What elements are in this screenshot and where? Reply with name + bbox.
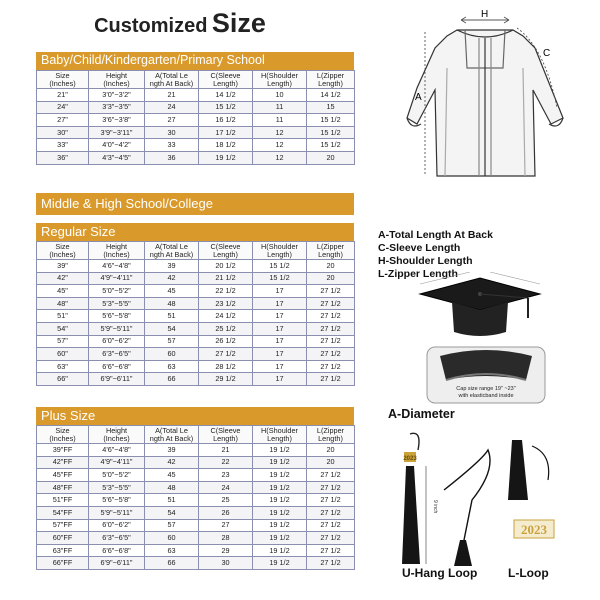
gown-label-a: A bbox=[415, 92, 422, 103]
table-cell: 27 1/2 bbox=[307, 557, 355, 570]
table-cell: 17 1/2 bbox=[199, 126, 253, 139]
table-cell: 30" bbox=[37, 126, 89, 139]
column-header: H(Shoulder Length) bbox=[253, 426, 307, 444]
table-cell: 17 bbox=[253, 360, 307, 373]
table-cell: 20 bbox=[307, 456, 355, 469]
table-row bbox=[37, 272, 355, 285]
table-cell: 66 bbox=[145, 557, 199, 570]
baby-section-heading: Baby/Child/Kindergarten/Primary School bbox=[36, 52, 354, 70]
table-cell: 48" bbox=[37, 297, 89, 310]
table-cell: 48 bbox=[145, 481, 199, 494]
table-cell: 19 1/2 bbox=[253, 456, 307, 469]
table-cell: 19 1/2 bbox=[253, 506, 307, 519]
table-cell: 22 1/2 bbox=[199, 285, 253, 298]
table-cell: 63" bbox=[37, 360, 89, 373]
table-row bbox=[37, 114, 355, 127]
column-header: A(Total Le ngth At Back) bbox=[145, 426, 199, 444]
table-cell: 17 bbox=[253, 310, 307, 323]
table-row bbox=[37, 101, 355, 114]
gown-label-h: H bbox=[481, 9, 489, 20]
table-row bbox=[37, 481, 355, 494]
table-cell: 27 1/2 bbox=[307, 335, 355, 348]
table-cell: 15 1/2 bbox=[307, 126, 355, 139]
table-cell: 3'9"~3'11" bbox=[89, 126, 145, 139]
table-cell: 24 bbox=[199, 481, 253, 494]
table-cell: 17 bbox=[253, 285, 307, 298]
table-cell: 5'6"~5'8" bbox=[89, 310, 145, 323]
column-header: Height (Inches) bbox=[89, 71, 145, 89]
table-cell: 66 bbox=[145, 373, 199, 386]
table-cell: 33" bbox=[37, 139, 89, 152]
table-cell: 27 bbox=[199, 519, 253, 532]
table-cell: 57 bbox=[145, 335, 199, 348]
regular-size-table bbox=[36, 241, 355, 386]
table-cell: 27 1/2 bbox=[307, 532, 355, 545]
table-cell: 51 bbox=[145, 494, 199, 507]
u-hang-loop-label: U-Hang Loop bbox=[402, 566, 478, 580]
table-cell: 57 bbox=[145, 519, 199, 532]
table-cell: 60"FF bbox=[37, 532, 89, 545]
table-cell: 18 1/2 bbox=[199, 139, 253, 152]
table-cell: 28 1/2 bbox=[199, 360, 253, 373]
table-row bbox=[37, 544, 355, 557]
table-cell: 3'3"~3'5" bbox=[89, 101, 145, 114]
table-cell: 5'3"~5'5" bbox=[89, 481, 145, 494]
column-header: L(Zipper Length) bbox=[307, 426, 355, 444]
table-cell: 19 1/2 bbox=[253, 544, 307, 557]
table-cell: 17 bbox=[253, 322, 307, 335]
gown-label-c: C bbox=[543, 48, 551, 59]
table-cell: 20 1/2 bbox=[199, 260, 253, 273]
column-header: H(Shoulder Length) bbox=[253, 71, 307, 89]
table-cell: 60" bbox=[37, 348, 89, 361]
table-cell: 57"FF bbox=[37, 519, 89, 532]
table-cell: 5'0"~5'2" bbox=[89, 285, 145, 298]
table-cell: 21 bbox=[199, 444, 253, 457]
table-cell: 4'6"~4'8" bbox=[89, 260, 145, 273]
table-cell: 19 1/2 bbox=[253, 481, 307, 494]
l-loop-label: L-Loop bbox=[508, 566, 549, 580]
table-cell: 19 1/2 bbox=[253, 519, 307, 532]
table-cell: 3'0"~3'2" bbox=[89, 89, 145, 102]
table-cell: 3'6"~3'8" bbox=[89, 114, 145, 127]
table-cell: 54" bbox=[37, 322, 89, 335]
l-loop-charm-year: 2023 bbox=[521, 522, 547, 537]
table-cell: 17 bbox=[253, 297, 307, 310]
table-header-row bbox=[37, 242, 355, 260]
table-row bbox=[37, 506, 355, 519]
table-cell: 4'6"~4'8" bbox=[89, 444, 145, 457]
table-cell: 54 bbox=[145, 506, 199, 519]
baby-size-table bbox=[36, 70, 355, 165]
column-header: Height (Inches) bbox=[89, 242, 145, 260]
table-cell: 26 bbox=[199, 506, 253, 519]
table-cell: 27 1/2 bbox=[307, 494, 355, 507]
cap-gap-note-line1: Cap size range 19" ~23" bbox=[456, 386, 516, 392]
table-cell: 20 bbox=[307, 444, 355, 457]
middle-school-heading: Middle & High School/College bbox=[36, 193, 354, 215]
table-cell: 5'6"~5'8" bbox=[89, 494, 145, 507]
legend-total-length: A-Total Length At Back bbox=[378, 229, 493, 241]
table-cell: 27 1/2 bbox=[307, 469, 355, 482]
table-cell: 29 1/2 bbox=[199, 373, 253, 386]
table-cell: 27 1/2 bbox=[307, 360, 355, 373]
column-header: Size (Inches) bbox=[37, 242, 89, 260]
column-header: H(Shoulder Length) bbox=[253, 242, 307, 260]
table-cell: 24 bbox=[145, 101, 199, 114]
table-cell: 30 bbox=[145, 126, 199, 139]
table-cell: 23 1/2 bbox=[199, 297, 253, 310]
table-cell: 36 bbox=[145, 151, 199, 164]
table-cell: 6'6"~6'8" bbox=[89, 544, 145, 557]
table-cell: 20 bbox=[307, 260, 355, 273]
table-cell: 42"FF bbox=[37, 456, 89, 469]
title-word-size: Size bbox=[211, 8, 266, 38]
table-cell: 27 1/2 bbox=[307, 481, 355, 494]
table-cell: 19 1/2 bbox=[253, 444, 307, 457]
table-cell: 36" bbox=[37, 151, 89, 164]
table-row bbox=[37, 557, 355, 570]
table-cell: 45"FF bbox=[37, 469, 89, 482]
tassel-l-loop-image bbox=[492, 440, 566, 560]
table-cell: 39 bbox=[145, 260, 199, 273]
graduation-cap-image bbox=[410, 272, 550, 342]
table-cell: 10 bbox=[253, 89, 307, 102]
table-row bbox=[37, 373, 355, 386]
table-cell: 6'0"~6'2" bbox=[89, 335, 145, 348]
table-cell: 48 bbox=[145, 297, 199, 310]
table-cell: 6'9"~6'11" bbox=[89, 373, 145, 386]
table-cell: 51" bbox=[37, 310, 89, 323]
table-cell: 66"FF bbox=[37, 557, 89, 570]
table-cell: 45 bbox=[145, 285, 199, 298]
column-header: Size (Inches) bbox=[37, 426, 89, 444]
column-header: C(Sleeve Length) bbox=[199, 426, 253, 444]
table-row bbox=[37, 89, 355, 102]
table-cell: 25 1/2 bbox=[199, 322, 253, 335]
table-cell: 6'3"~6'5" bbox=[89, 348, 145, 361]
tassel-u-hang-image bbox=[392, 430, 502, 570]
table-cell: 45 bbox=[145, 469, 199, 482]
column-header: L(Zipper Length) bbox=[307, 242, 355, 260]
table-cell: 39"FF bbox=[37, 444, 89, 457]
table-cell: 15 1/2 bbox=[253, 272, 307, 285]
table-cell: 42 bbox=[145, 456, 199, 469]
table-cell: 66" bbox=[37, 373, 89, 386]
table-cell: 14 1/2 bbox=[307, 89, 355, 102]
table-cell: 48"FF bbox=[37, 481, 89, 494]
table-cell: 4'3"~4'5" bbox=[89, 151, 145, 164]
gown-diagram bbox=[395, 8, 575, 188]
column-header: L(Zipper Length) bbox=[307, 71, 355, 89]
table-cell: 6'9"~6'11" bbox=[89, 557, 145, 570]
table-cell: 19 1/2 bbox=[253, 557, 307, 570]
table-cell: 12 bbox=[253, 126, 307, 139]
table-cell: 27 1/2 bbox=[307, 297, 355, 310]
table-cell: 45" bbox=[37, 285, 89, 298]
table-header-row bbox=[37, 71, 355, 89]
table-cell: 21 1/2 bbox=[199, 272, 253, 285]
table-cell: 42 bbox=[145, 272, 199, 285]
table-cell: 26 1/2 bbox=[199, 335, 253, 348]
table-row bbox=[37, 348, 355, 361]
table-cell: 63 bbox=[145, 360, 199, 373]
table-cell: 30 bbox=[199, 557, 253, 570]
table-cell: 27 1/2 bbox=[307, 544, 355, 557]
table-cell: 11 bbox=[253, 101, 307, 114]
table-cell: 15 bbox=[307, 101, 355, 114]
table-cell: 15 1/2 bbox=[307, 114, 355, 127]
table-row bbox=[37, 335, 355, 348]
table-cell: 11 bbox=[253, 114, 307, 127]
table-cell: 17 bbox=[253, 335, 307, 348]
table-cell: 19 1/2 bbox=[253, 532, 307, 545]
table-cell: 19 1/2 bbox=[253, 494, 307, 507]
table-cell: 54 bbox=[145, 322, 199, 335]
table-cell: 39 bbox=[145, 444, 199, 457]
table-cell: 12 bbox=[253, 139, 307, 152]
plus-size-heading: Plus Size bbox=[36, 407, 354, 425]
table-cell: 6'3"~6'5" bbox=[89, 532, 145, 545]
table-cell: 29 bbox=[199, 544, 253, 557]
table-cell: 6'6"~6'8" bbox=[89, 360, 145, 373]
table-cell: 5'9"~5'11" bbox=[89, 322, 145, 335]
regular-size-heading: Regular Size bbox=[36, 223, 354, 241]
column-header: Height (Inches) bbox=[89, 426, 145, 444]
table-row bbox=[37, 260, 355, 273]
column-header: Size (Inches) bbox=[37, 71, 89, 89]
table-cell: 39" bbox=[37, 260, 89, 273]
plus-size-table bbox=[36, 425, 355, 570]
table-cell: 20 bbox=[307, 272, 355, 285]
table-cell: 4'0"~4'2" bbox=[89, 139, 145, 152]
table-row bbox=[37, 297, 355, 310]
table-cell: 22 bbox=[199, 456, 253, 469]
table-row bbox=[37, 532, 355, 545]
legend-shoulder-length: H-Shoulder Length bbox=[378, 255, 473, 267]
table-row bbox=[37, 360, 355, 373]
page-title bbox=[0, 8, 360, 39]
table-cell: 25 bbox=[199, 494, 253, 507]
table-cell: 27 1/2 bbox=[307, 310, 355, 323]
table-row bbox=[37, 444, 355, 457]
table-row bbox=[37, 126, 355, 139]
table-cell: 24 1/2 bbox=[199, 310, 253, 323]
table-row bbox=[37, 285, 355, 298]
table-cell: 14 1/2 bbox=[199, 89, 253, 102]
table-cell: 6'0"~6'2" bbox=[89, 519, 145, 532]
table-cell: 51"FF bbox=[37, 494, 89, 507]
table-row bbox=[37, 494, 355, 507]
table-cell: 12 bbox=[253, 151, 307, 164]
table-cell: 21 bbox=[145, 89, 199, 102]
table-cell: 19 1/2 bbox=[253, 469, 307, 482]
cap-interior-image bbox=[426, 346, 546, 404]
table-cell: 27 1/2 bbox=[307, 348, 355, 361]
table-cell: 17 bbox=[253, 373, 307, 386]
table-row bbox=[37, 456, 355, 469]
table-row bbox=[37, 310, 355, 323]
table-cell: 60 bbox=[145, 348, 199, 361]
cap-gap-note-line2: with elasticband inside bbox=[458, 393, 514, 399]
table-cell: 27" bbox=[37, 114, 89, 127]
table-cell: 27 1/2 bbox=[307, 373, 355, 386]
table-cell: 33 bbox=[145, 139, 199, 152]
table-cell: 15 1/2 bbox=[307, 139, 355, 152]
table-cell: 27 1/2 bbox=[307, 506, 355, 519]
table-cell: 63"FF bbox=[37, 544, 89, 557]
table-row bbox=[37, 139, 355, 152]
table-cell: 5'9"~5'11" bbox=[89, 506, 145, 519]
table-cell: 15 1/2 bbox=[253, 260, 307, 273]
column-header: A(Total Le ngth At Back) bbox=[145, 242, 199, 260]
column-header: C(Sleeve Length) bbox=[199, 242, 253, 260]
legend-zipper-length: L-Zipper Length bbox=[378, 268, 458, 280]
table-header-row bbox=[37, 426, 355, 444]
table-cell: 4'9"~4'11" bbox=[89, 272, 145, 285]
table-cell: 27 1/2 bbox=[307, 519, 355, 532]
cap-diameter-label: A-Diameter bbox=[388, 407, 455, 421]
legend-sleeve-length: C-Sleeve Length bbox=[378, 242, 461, 254]
table-cell: 51 bbox=[145, 310, 199, 323]
table-row bbox=[37, 469, 355, 482]
table-cell: 15 1/2 bbox=[199, 101, 253, 114]
table-cell: 60 bbox=[145, 532, 199, 545]
table-cell: 63 bbox=[145, 544, 199, 557]
table-cell: 27 bbox=[145, 114, 199, 127]
table-cell: 27 1/2 bbox=[307, 322, 355, 335]
table-cell: 28 bbox=[199, 532, 253, 545]
table-cell: 27 1/2 bbox=[307, 285, 355, 298]
table-cell: 54"FF bbox=[37, 506, 89, 519]
table-cell: 5'0"~5'2" bbox=[89, 469, 145, 482]
column-header: A(Total Le ngth At Back) bbox=[145, 71, 199, 89]
column-header: C(Sleeve Length) bbox=[199, 71, 253, 89]
table-cell: 23 bbox=[199, 469, 253, 482]
table-row bbox=[37, 151, 355, 164]
title-word-customized: Customized bbox=[94, 15, 208, 37]
table-row bbox=[37, 322, 355, 335]
table-cell: 27 1/2 bbox=[199, 348, 253, 361]
table-cell: 21" bbox=[37, 89, 89, 102]
tassel-charm-year: 2023 bbox=[403, 456, 417, 462]
table-cell: 19 1/2 bbox=[199, 151, 253, 164]
table-cell: 4'9"~4'11" bbox=[89, 456, 145, 469]
table-cell: 57" bbox=[37, 335, 89, 348]
table-cell: 42" bbox=[37, 272, 89, 285]
table-cell: 24" bbox=[37, 101, 89, 114]
tassel-length-note: 9 inch bbox=[432, 500, 438, 514]
table-cell: 17 bbox=[253, 348, 307, 361]
table-row bbox=[37, 519, 355, 532]
table-cell: 5'3"~5'5" bbox=[89, 297, 145, 310]
table-cell: 16 1/2 bbox=[199, 114, 253, 127]
table-cell: 20 bbox=[307, 151, 355, 164]
